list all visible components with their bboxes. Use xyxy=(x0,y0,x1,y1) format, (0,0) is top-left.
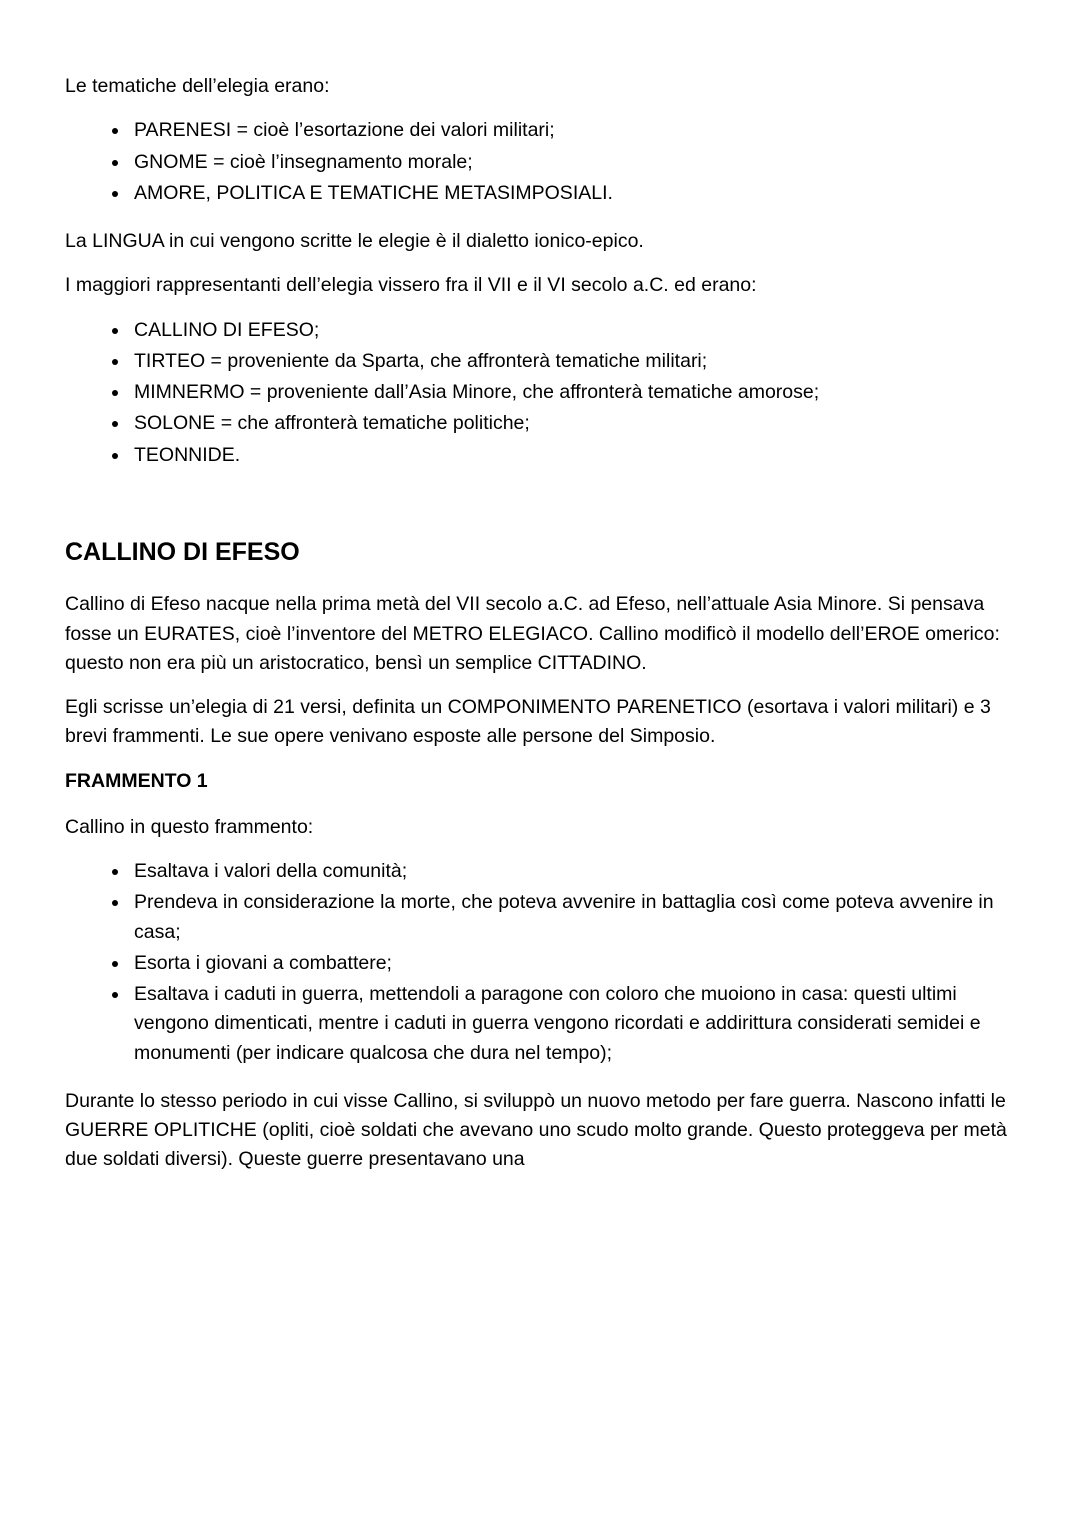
list-item: • Esaltava i valori della comunità; xyxy=(130,857,1015,886)
list-item: • CALLINO DI EFESO; xyxy=(130,316,1015,345)
rappresentanti-intro-paragraph: I maggiori rappresentanti dell’elegia vissero fra il VII e il VI secolo a.C. ed erano: xyxy=(65,274,757,297)
list-item: • PARENESI = cioè l’esortazione dei valori militari; xyxy=(130,116,1015,145)
list-item: • AMORE, POLITICA E TEMATICHE METASIMPOSIALI. xyxy=(130,179,1015,208)
closing-paragraph: Durante lo stesso periodo in cui visse Callino, si sviluppò un nuovo metodo per fare guerra. Nascono infatti le GUERRE OPLITICHE (opliti, cioè soldati che avevano uno scudo molto grande. Questo proteggeva per metà due soldati diversi). Queste guerre presentavano una xyxy=(65,1089,1007,1171)
rappresentanti-bullet-list xyxy=(65,316,1015,470)
callino-works-paragraph: Egli scrisse un’elegia di 21 versi, definita un COMPONIMENTO PARENETICO (esortava i valori militari) e 3 brevi frammenti. Le sue opere venivano esposte alle persone del Simposio. xyxy=(65,696,991,748)
frammento-bullet-list xyxy=(65,857,1015,1068)
list-item: • TIRTEO = proveniente da Sparta, che affronterà tematiche militari; xyxy=(130,347,1015,376)
list-item: • Esaltava i caduti in guerra, mettendoli a paragone con coloro che muoiono in casa: questi ultimi vengono dimenticati, mentre i caduti in guerra vengono ricordati e addirittura considerati semidei e monumenti (per indicare qualcosa che dura nel tempo); xyxy=(130,980,1015,1068)
callino-biography-paragraph: Callino di Efeso nacque nella prima metà del VII secolo a.C. ad Efeso, nell’attuale Asia Minore. Si pensava fosse un EURATES, cioè l’inventore del METRO ELEGIACO. Callino modificò il modello dell’EROE omerico: questo non era più un aristocratico, bensì un semplice CITTADINO. xyxy=(65,593,1000,674)
frammento-intro-paragraph: Callino in questo frammento: xyxy=(65,815,314,838)
list-item: • TEONNIDE. xyxy=(130,441,1015,470)
frammento-subheading: FRAMMENTO 1 xyxy=(65,769,208,792)
list-item: • GNOME = cioè l’insegnamento morale; xyxy=(130,148,1015,177)
list-item: • Prendeva in considerazione la morte, che poteva avvenire in battaglia così come poteva avvenire in casa; xyxy=(130,888,1015,947)
lingua-paragraph: La LINGUA in cui vengono scritte le elegie è il dialetto ionico-epico. xyxy=(65,230,644,252)
list-item: • SOLONE = che affronterà tematiche politiche; xyxy=(130,409,1015,438)
themes-intro-paragraph: Le tematiche dell’elegia erano: xyxy=(65,75,330,97)
list-item: • MIMNERMO = proveniente dall’Asia Minore, che affronterà tematiche amorose; xyxy=(130,378,1015,407)
section-heading-callino: CALLINO DI EFESO xyxy=(65,537,300,566)
list-item: • Esorta i giovani a combattere; xyxy=(130,949,1015,978)
themes-bullet-list xyxy=(65,116,1015,208)
